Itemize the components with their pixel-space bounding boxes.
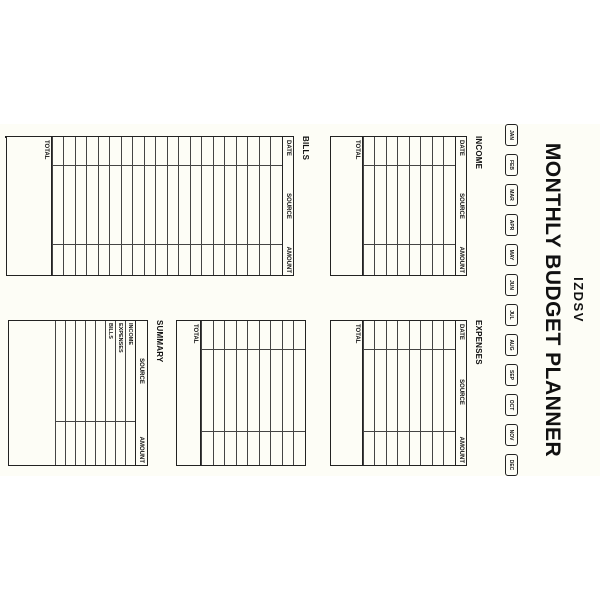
table-row[interactable] xyxy=(363,137,375,275)
table-row[interactable] xyxy=(363,321,375,465)
table-row[interactable] xyxy=(444,137,456,275)
income-table-header xyxy=(455,137,467,275)
bills-heading: BILLS xyxy=(301,136,310,161)
table-row[interactable] xyxy=(294,321,306,465)
bills-rows xyxy=(52,137,282,275)
table-row[interactable] xyxy=(213,321,225,465)
page-title: MONTHLY BUDGET PLANNER xyxy=(541,142,564,458)
table-row[interactable] xyxy=(202,321,214,465)
expenses-source-header: SOURCE xyxy=(458,379,464,405)
summary-source-header: SOURCE xyxy=(138,358,145,384)
expenses-continued-rows xyxy=(202,321,306,465)
income-amount-header: AMOUNT xyxy=(458,246,464,273)
expenses-total-label: TOTAL xyxy=(354,324,360,344)
table-row[interactable] xyxy=(52,137,64,275)
summary-rows xyxy=(55,321,135,465)
table-row[interactable] xyxy=(167,137,179,275)
bills-amount-header: AMOUNT xyxy=(285,246,291,273)
table-row[interactable] xyxy=(64,137,76,275)
table-row[interactable] xyxy=(236,321,248,465)
table-row[interactable] xyxy=(398,137,410,275)
bills-total-row xyxy=(30,137,52,275)
bills-table-header xyxy=(282,137,294,275)
expenses-continued-table xyxy=(176,320,306,466)
table-row[interactable] xyxy=(259,321,271,465)
income-heading: INCOME xyxy=(474,136,483,170)
table-row[interactable] xyxy=(156,137,168,275)
table-row[interactable] xyxy=(375,321,387,465)
table-row[interactable] xyxy=(271,321,283,465)
table-row[interactable] xyxy=(432,137,444,275)
table-row[interactable] xyxy=(398,321,410,465)
summary-table xyxy=(8,320,148,466)
month-tab-oct[interactable]: OCT xyxy=(505,394,518,416)
month-tab-aug[interactable]: AUG xyxy=(505,334,518,356)
table-row[interactable] xyxy=(375,137,387,275)
table-row[interactable] xyxy=(271,137,283,275)
month-tabs xyxy=(504,124,518,476)
expenses-table xyxy=(330,320,467,466)
table-row[interactable] xyxy=(248,321,260,465)
month-tab-dec[interactable]: DEC xyxy=(505,454,518,476)
bills-total-label: TOTAL xyxy=(43,140,49,160)
month-tab-jan[interactable]: JAN xyxy=(505,124,518,146)
expenses-heading: EXPENSES xyxy=(474,320,483,365)
table-row[interactable] xyxy=(110,137,122,275)
month-tab-feb[interactable]: FEB xyxy=(505,154,518,176)
expenses-continued-total-label: TOTAL xyxy=(192,324,199,344)
expenses-date-header: DATE xyxy=(458,324,464,340)
table-row[interactable] xyxy=(236,137,248,275)
table-row[interactable] xyxy=(409,137,421,275)
summary-row-bills: BILLS xyxy=(105,321,115,465)
table-row[interactable] xyxy=(98,137,110,275)
income-rows xyxy=(363,137,455,275)
income-date-header: DATE xyxy=(458,140,464,156)
month-tab-apr[interactable]: APR xyxy=(505,214,518,236)
bills-source-header: SOURCE xyxy=(285,193,291,219)
table-row[interactable] xyxy=(282,321,294,465)
table-row[interactable] xyxy=(144,137,156,275)
planner-sheet xyxy=(0,124,600,476)
table-row[interactable] xyxy=(386,321,398,465)
table-row[interactable] xyxy=(248,137,260,275)
expenses-total-row xyxy=(341,321,363,465)
table-row[interactable] xyxy=(421,137,433,275)
expenses-amount-header: AMOUNT xyxy=(458,436,464,463)
month-tab-jun[interactable]: JUN xyxy=(505,274,518,296)
table-row[interactable] xyxy=(190,137,202,275)
bills-table xyxy=(6,136,294,276)
table-row[interactable] xyxy=(213,137,225,275)
table-row[interactable] xyxy=(225,137,237,275)
month-tab-may[interactable]: MAY xyxy=(505,244,518,266)
month-tab-sep[interactable]: SEP xyxy=(505,364,518,386)
table-row[interactable] xyxy=(87,137,99,275)
expenses-table-header xyxy=(455,321,467,465)
summary-row-income: INCOME xyxy=(125,321,135,465)
summary-table-header xyxy=(135,321,147,465)
income-total-row xyxy=(341,137,363,275)
month-tab-jul[interactable]: JUL xyxy=(505,304,518,326)
brand-name: IZDSV xyxy=(571,277,586,323)
expenses-rows xyxy=(363,321,455,465)
table-row[interactable] xyxy=(432,321,444,465)
table-row[interactable] xyxy=(225,321,237,465)
table-row[interactable] xyxy=(133,137,145,275)
income-source-header: SOURCE xyxy=(458,193,464,219)
planner-page xyxy=(0,124,600,476)
table-row[interactable] xyxy=(444,321,456,465)
table-row[interactable] xyxy=(409,321,421,465)
expenses-continued-total-row xyxy=(180,321,202,465)
month-tab-mar[interactable]: MAR xyxy=(505,184,518,206)
income-table xyxy=(330,136,467,276)
bills-date-header: DATE xyxy=(285,140,291,156)
summary-heading: SUMMARY xyxy=(155,320,164,363)
table-row[interactable] xyxy=(421,321,433,465)
table-row[interactable] xyxy=(259,137,271,275)
table-row[interactable] xyxy=(179,137,191,275)
table-row[interactable] xyxy=(121,137,133,275)
table-row[interactable] xyxy=(75,137,87,275)
summary-amount-header: AMOUNT xyxy=(138,436,145,463)
table-row[interactable] xyxy=(386,137,398,275)
income-total-label: TOTAL xyxy=(354,140,360,160)
summary-row-expenses: EXPENSES xyxy=(115,321,125,465)
table-row[interactable] xyxy=(202,137,214,275)
month-tab-nov[interactable]: NOV xyxy=(505,424,518,446)
